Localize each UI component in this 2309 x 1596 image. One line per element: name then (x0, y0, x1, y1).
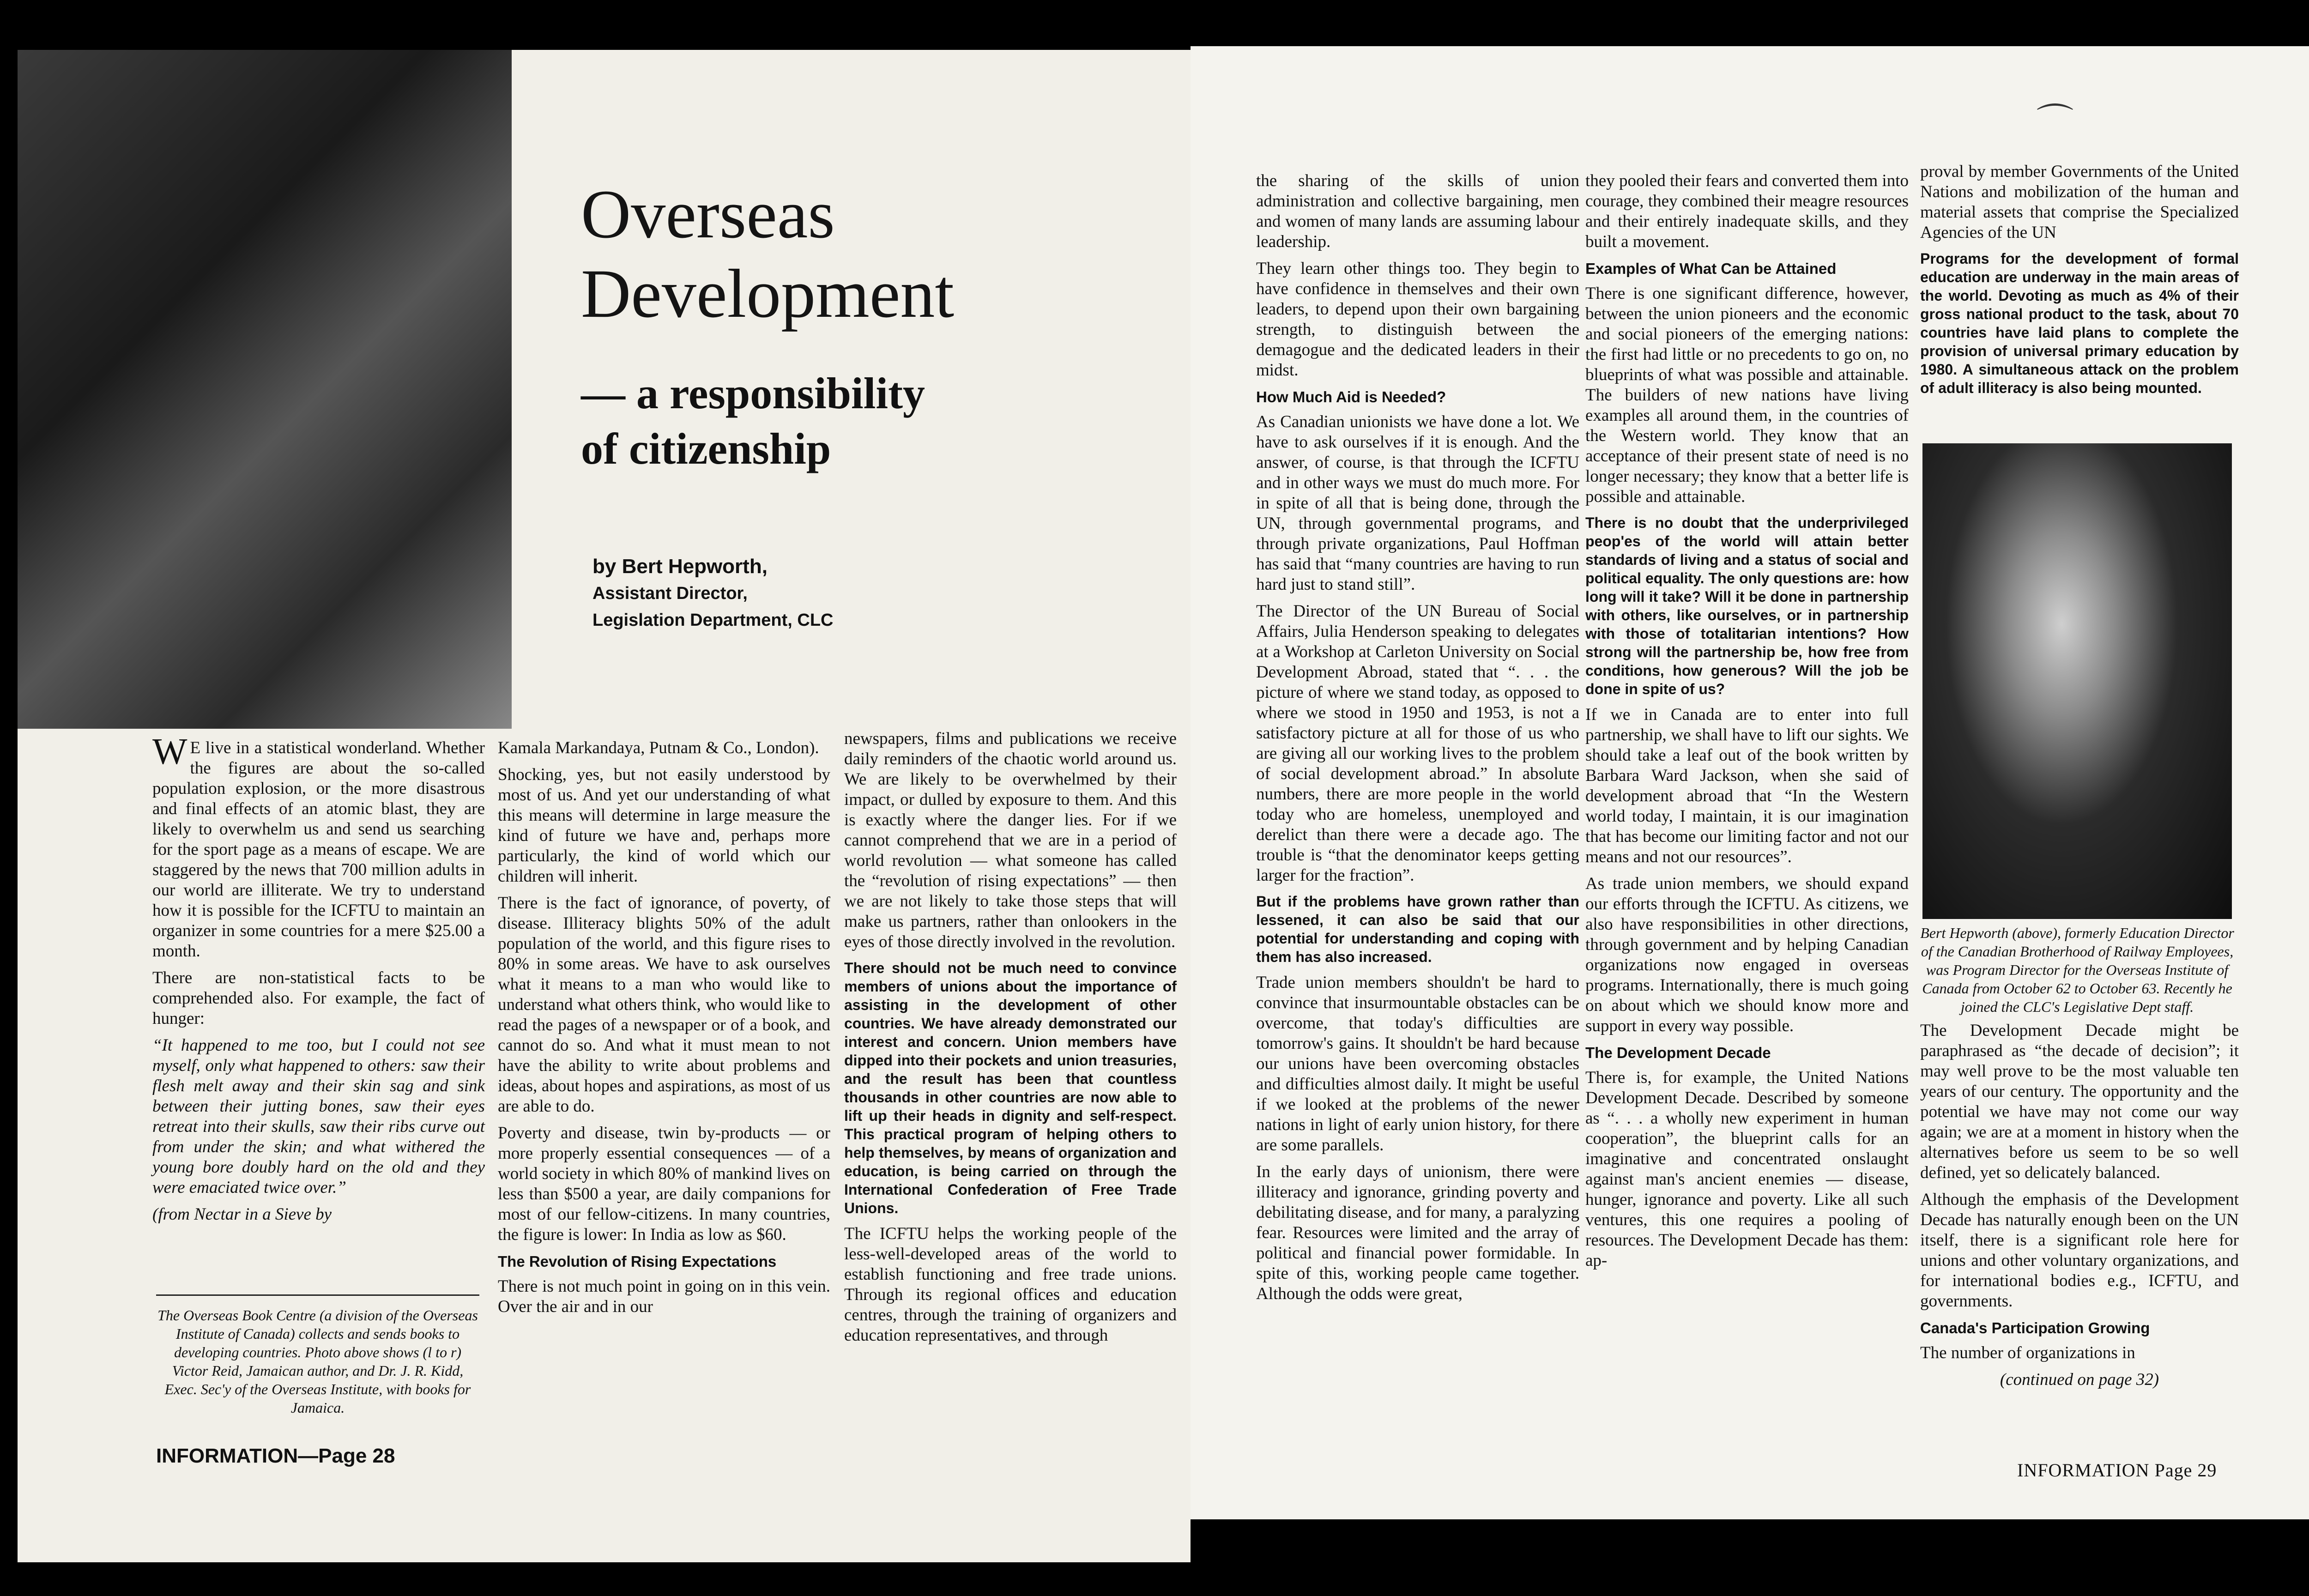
right-column-3-top (1920, 162, 2239, 404)
subtitle-line-2: of citizenship (581, 424, 831, 473)
right-column-1 (1256, 171, 1579, 1311)
section-heading: Canada's Participation Growing (1920, 1319, 2150, 1336)
paragraph: There is, for example, the United Nations Development Decade. Described by someone as “. . . a wholly new experiment in human cooperation”, the blueprint calls for an imaginative and concentrated onslaught against man's ancient enemies — disease, hunger, ignorance and poverty. Like all such ventures, this one requires a pooling of resources. The Development Decade has them: ap- (1585, 1068, 1909, 1270)
paragraph: Poverty and disease, twin by-products — or more properly essential consequences — of a world society in which 80% of mankind lives on less than $500 a year, are daily companions for most of our fellow-citizens. In many countries, the figure is lower: In India as low as $60. (498, 1124, 830, 1244)
article-title (581, 175, 1158, 333)
paragraph: Although the emphasis of the Development Decade has naturally enough been on the UN itself, there is a significant role here for unions and other voluntary organizations, and for international bodies e.g., ICFTU, and governments. (1920, 1190, 2239, 1311)
title-line-2: Development (581, 255, 955, 332)
article-subtitle (581, 366, 1158, 477)
caption-divider (156, 1294, 479, 1296)
paragraph: The ICFTU helps the working people of the less-well-developed areas of the world to establish functioning and free trade unions. Through its regional offices and education centres, through the training of organizers and education representatives, and through (844, 1224, 1177, 1345)
paragraph: newspapers, films and publications we receive daily reminders of the chaotic world around us. We are likely to be overwhelmed by their impact, or dulled by exposure to them. And this is exactly where the danger lies. For if we cannot comprehend that we are in a period of world revolution — what someone has called the “revolution of rising expectations” — then we are not likely to take those steps that will make us partners, rather than onlookers in the eyes of those directly involved in the revolution. (844, 729, 1177, 951)
right-column-2 (1585, 171, 1909, 1277)
page-footer-right: INFORMATION Page 29 (2017, 1460, 2217, 1481)
section-heading: The Development Decade (1585, 1044, 1771, 1061)
paragraph: The Development Decade might be paraphrased as “the decade of decision”; it may well prove to be the most valuable ten years of our century. The opportunity and the potential we have may not come our way again; we are at a moment in history when the alternatives before us seem to be so well defined, yet so delicately balanced. (1920, 1021, 2239, 1182)
right-page (1191, 46, 2309, 1519)
photo-book-centre (18, 50, 512, 729)
page-footer-left: INFORMATION—Page 28 (156, 1445, 395, 1467)
paragraph: If we in Canada are to enter into full partnership, we shall have to lift our sights. We should take a leaf out of the book written by Barbara Ward Jackson, when she said of development abroad that “In the Western world today, I maintain, it is our imagination that has become our limiting factor and not our means and not our resources”. (1585, 705, 1909, 866)
hunger-quote: “It happened to me too, but I could not see myself, only what happened to others: saw their flesh melt away and their skin sag and sink between their jutting bones, saw their eyes retreat into their skulls, saw their ribs curve out from under the skin; and what withered the young bore doubly hard on the old and they were emaciated twice over.” (152, 1036, 485, 1197)
paragraph: There is one significant difference, however, between the union pioneers and the economic and social pioneers of the emerging nations: the first had little or no precedents to go on, no blueprints of what was possible and attainable. The builders of new nations have living examples all around them, in the countries of the Western world. They know that an acceptance of their present state of need is no longer necessary; they know that a better life is possible and attainable. (1585, 284, 1909, 506)
paragraph: Kamala Markandaya, Putnam & Co., London). (498, 738, 819, 757)
article-title-block (581, 175, 1158, 477)
byline-dept: Legislation Department, CLC (592, 611, 834, 630)
paragraph: In the early days of unionism, there were illiteracy and ignorance, grinding poverty and debilitating disease, and for many, a paralyzing fear. Resources were limited and the array of political and financial power formidable. In spite of this, working people came together. Although the odds were great, (1256, 1162, 1579, 1303)
right-column-3-bottom (1920, 1021, 2239, 1396)
photo-caption-left: The Overseas Book Centre (a division of the Overseas Institute of Canada) collects and sends books to developing countries. Photo above shows (l to r) Victor Reid, Jamaican author, and Dr. J. R. Kidd, Exec. Sec'y of the Overseas Institute, with books for Jamaica. (157, 1307, 478, 1416)
paragraph: As Canadian unionists we have done a lot. We have to ask ourselves if it is enough. And the answer, of course, is that through the ICFTU and in other ways we must do much more. For in spite of all that is being done, through the UN, through governmental programs, and through private organizations, Paul Hoffman has said that “many countries are having to run hard just to stand still”. (1256, 412, 1579, 594)
paragraph: There is not much point in going on in this vein. Over the air and in our (498, 1277, 830, 1316)
byline (592, 553, 834, 634)
paragraph: proval by member Governments of the United Nations and mobilization of the human and material assets that comprise the Specialized Agencies of the UN (1920, 162, 2239, 242)
left-column-1 (152, 732, 485, 1231)
bold-paragraph: There is no doubt that the underprivileged peop'es of the world will attain better standards of living and a status of social and political equality. The only questions are: how long will it take? Will it be done in partnership with others, like ourselves, or in partnership with those of totalitarian intentions? How strong will the partnership be, how free from conditions, how generous? Will the job be done in spite of us? (1585, 514, 1909, 697)
left-column-2 (498, 738, 830, 1324)
paragraph: Shocking, yes, but not easily understood by most of us. And yet our understanding of what this means will determine in large measure the kind of future we have and, perhaps more particularly, the kind of world which our children will inherit. (498, 765, 830, 886)
left-page (18, 50, 1191, 1562)
quote-source: (from Nectar in a Sieve by (152, 1205, 332, 1224)
subtitle-line-1: — a responsibility (581, 369, 925, 418)
bold-paragraph: But if the problems have grown rather than lessened, it can also be said that our potential for understanding and coping with them has also increased. (1256, 893, 1579, 965)
paragraph: There are non-statistical facts to be comprehended also. For example, the fact of hunger: (152, 968, 485, 1028)
paragraph: The Director of the UN Bureau of Social Affairs, Julia Henderson speaking to delegates at a Workshop at Carleton University on Social Development Abroad, stated that “. . . the picture of where we stand today, as opposed to where we stood in 1950 and 1953, is not a satisfactory picture at all for those of us who are giving all our working lives to the problem of social development abroad.” In absolute numbers, there are more people in the world today who are homeless, unemployed and derelict than there were a decade ago. The trouble is “that the denominator keeps getting larger for the fraction”. (1256, 602, 1579, 885)
paragraph: the sharing of the skills of union administration and collective bargaining, men and women of many lands are assuming labour leadership. (1256, 171, 1579, 251)
bold-paragraph: Programs for the development of formal education are underway in the main areas of the world. Devoting as much as 4% of their gross national product to the task, about 70 countries have laid plans to complete the provision of universal primary education by 1980. A simultaneous attack on the problem of adult illiteracy is also being mounted. (1920, 250, 2239, 396)
byline-name: by Bert Hepworth, (592, 555, 768, 578)
photo-bert-hepworth (1922, 443, 2232, 919)
title-line-1: Overseas (581, 176, 835, 253)
paragraph: There is the fact of ignorance, of poverty, of disease. Illiteracy blights 50% of the adult population of the world, and this figure rises to 80% in some areas. We have to ask ourselves what it means to a man who would like to understand what others think, who would like to read the pages of a newspaper or of a book, and cannot do so. And what it must mean to not have the ability to write about problems and ideas, about hopes and aspirations, as most of us are able to do. (498, 894, 830, 1116)
section-heading: The Revolution of Rising Expectations (498, 1253, 777, 1270)
paragraph: E live in a statistical wonderland. Whether the figures are about the so-called population explosion, or the more disastrous and final effects of an atomic blast, they are likely to overwhelm us and send us searching for the sport page as a means of escape. We are staggered by the news that 700 million adults in our world are illiterate. We try to understand how it is possible for the ICFTU to maintain an organizer in some countries for a mere $25.00 a month. (152, 738, 485, 961)
left-column-3 (844, 729, 1177, 1352)
bold-paragraph: There should not be much need to convince members of unions about the importance of assisting in the development of other countries. We have already demonstrated our interest and concern. Union members have dipped into their pockets and union treasuries, and the result has been that countless thousands in other countries are now able to lift up their heads in dignity and self-respect. This practical program of helping others to help themselves, by means of organization and education, is being carried on through the International Confederation of Free Trade Unions. (844, 960, 1177, 1216)
paragraph: The number of organizations in (1920, 1343, 2135, 1362)
section-heading: Examples of What Can be Attained (1585, 260, 1837, 277)
byline-role: Assistant Director, (592, 584, 748, 603)
pencil-mark: ⌒ (2037, 103, 2073, 143)
paragraph: they pooled their fears and converted them into courage, they combined their meagre resources and their entirely inadequate skills, and they built a movement. (1585, 171, 1909, 251)
paragraph: They learn other things too. They begin to have confidence in themselves and their own leaders, to depend upon their own bargaining strength, to distinguish between the demagogue and the dedicated leaders in their midst. (1256, 259, 1579, 380)
continued-note: (continued on page 32) (2000, 1370, 2159, 1389)
paragraph: Trade union members shouldn't be hard to convince that insurmountable obstacles can be overcome, that today's difficulties are tomorrow's gains. It shouldn't be hard because our unions have been overcoming obstacles and difficulties almost daily. It might be useful if we looked at the problems of the newer nations in light of early union history, for there are some parallels. (1256, 973, 1579, 1155)
paragraph: As trade union members, we should expand our efforts through the ICFTU. As citizens, we also have responsibilities in other directions, through government and by helping Canadian organizations now engaged in overseas programs. Internationally, there is much going on about which we should know more and support in every way possible. (1585, 874, 1909, 1035)
section-heading: How Much Aid is Needed? (1256, 388, 1446, 405)
photo-caption-right: Bert Hepworth (above), formerly Education Director of the Canadian Brotherhood of Railway Employees, was Program Director for the Overseas Institute of Canada from October 62 to October 63. Recently he joined the CLC's Legislative Dept staff. (1920, 925, 2234, 1015)
drop-cap: W (152, 732, 187, 772)
